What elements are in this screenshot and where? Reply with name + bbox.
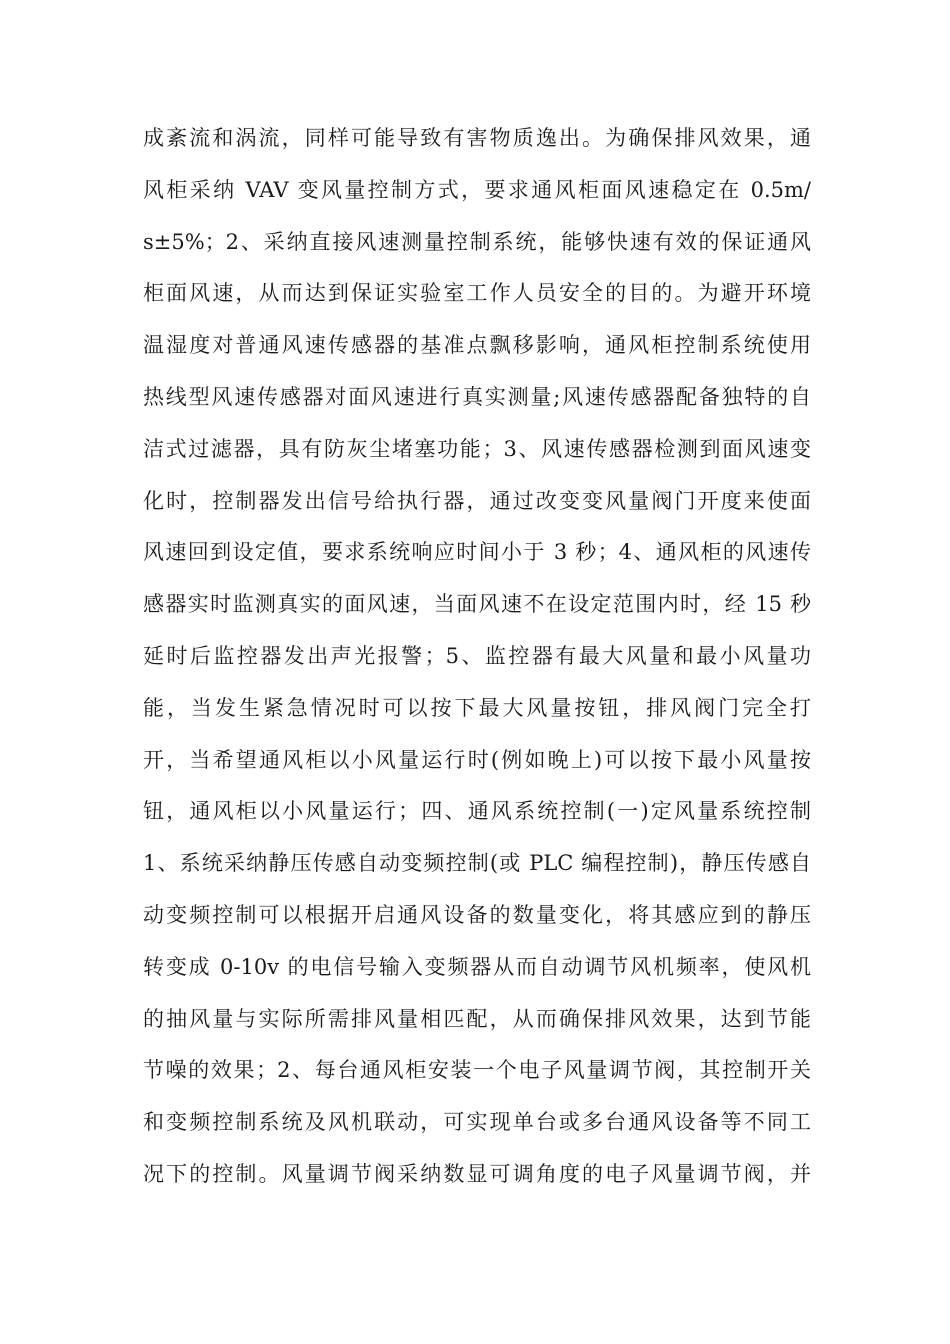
text-line: 动变频控制可以根据开启通风设备的数量变化，将其感应到的静压 — [143, 902, 811, 927]
text-line: 化时，控制器发出信号给执行器，通过改变变风量阀门开度来使面 — [143, 488, 811, 513]
text-line: 感器实时监测真实的面风速，当面风速不在设定范围内时，经 15 秒 — [143, 592, 811, 617]
text-line: 节噪的效果；2、每台通风柜安装一个电子风量调节阀，其控制开关 — [143, 1058, 811, 1083]
text-line: 热线型风速传感器对面风速进行真实测量;风速传感器配备独特的自 — [143, 384, 811, 409]
body-text — [143, 118, 811, 1206]
text-line: 的抽风量与实际所需排风量相匹配，从而确保排风效果，达到节能 — [143, 1006, 811, 1031]
text-line: 开，当希望通风柜以小风量运行时(例如晚上)可以按下最小风量按 — [143, 747, 811, 772]
text-line: 温湿度对普通风速传感器的基准点飘移影响，通风柜控制系统使用 — [143, 333, 811, 358]
text-line: 况下的控制。风量调节阀采纳数显可调角度的电子风量调节阀，并 — [143, 1161, 811, 1186]
text-line: 风柜采纳 VAV 变风量控制方式，要求通风柜面风速稳定在 0.5m/ — [143, 177, 811, 202]
text-line: 延时后监控器发出声光报警；5、监控器有最大风量和最小风量功 — [143, 643, 811, 668]
text-line: 洁式过滤器，具有防灰尘堵塞功能；3、风速传感器检测到面风速变 — [143, 436, 811, 461]
text-line: 和变频控制系统及风机联动，可实现单台或多台通风设备等不同工 — [143, 1110, 811, 1135]
text-line: 1、系统采纳静压传感自动变频控制(或 PLC 编程控制)，静压传感自 — [143, 851, 811, 876]
text-line: 柜面风速，从而达到保证实验室工作人员安全的目的。为避开环境 — [143, 281, 811, 306]
text-line: 钮，通风柜以小风量运行；四、通风系统控制(一)定风量系统控制 — [143, 799, 811, 824]
text-line: s±5%；2、采纳直接风速测量控制系统，能够快速有效的保证通风 — [143, 229, 811, 254]
text-line: 能，当发生紧急情况时可以按下最大风量按钮，排风阀门完全打 — [143, 695, 811, 720]
text-line: 风速回到设定值，要求系统响应时间小于 3 秒；4、通风柜的风速传 — [143, 540, 811, 565]
text-line: 成紊流和涡流，同样可能导致有害物质逸出。为确保排风效果，通 — [143, 126, 811, 150]
text-line: 转变成 0-10v 的电信号输入变频器从而自动调节风机频率，使风机 — [143, 954, 811, 979]
